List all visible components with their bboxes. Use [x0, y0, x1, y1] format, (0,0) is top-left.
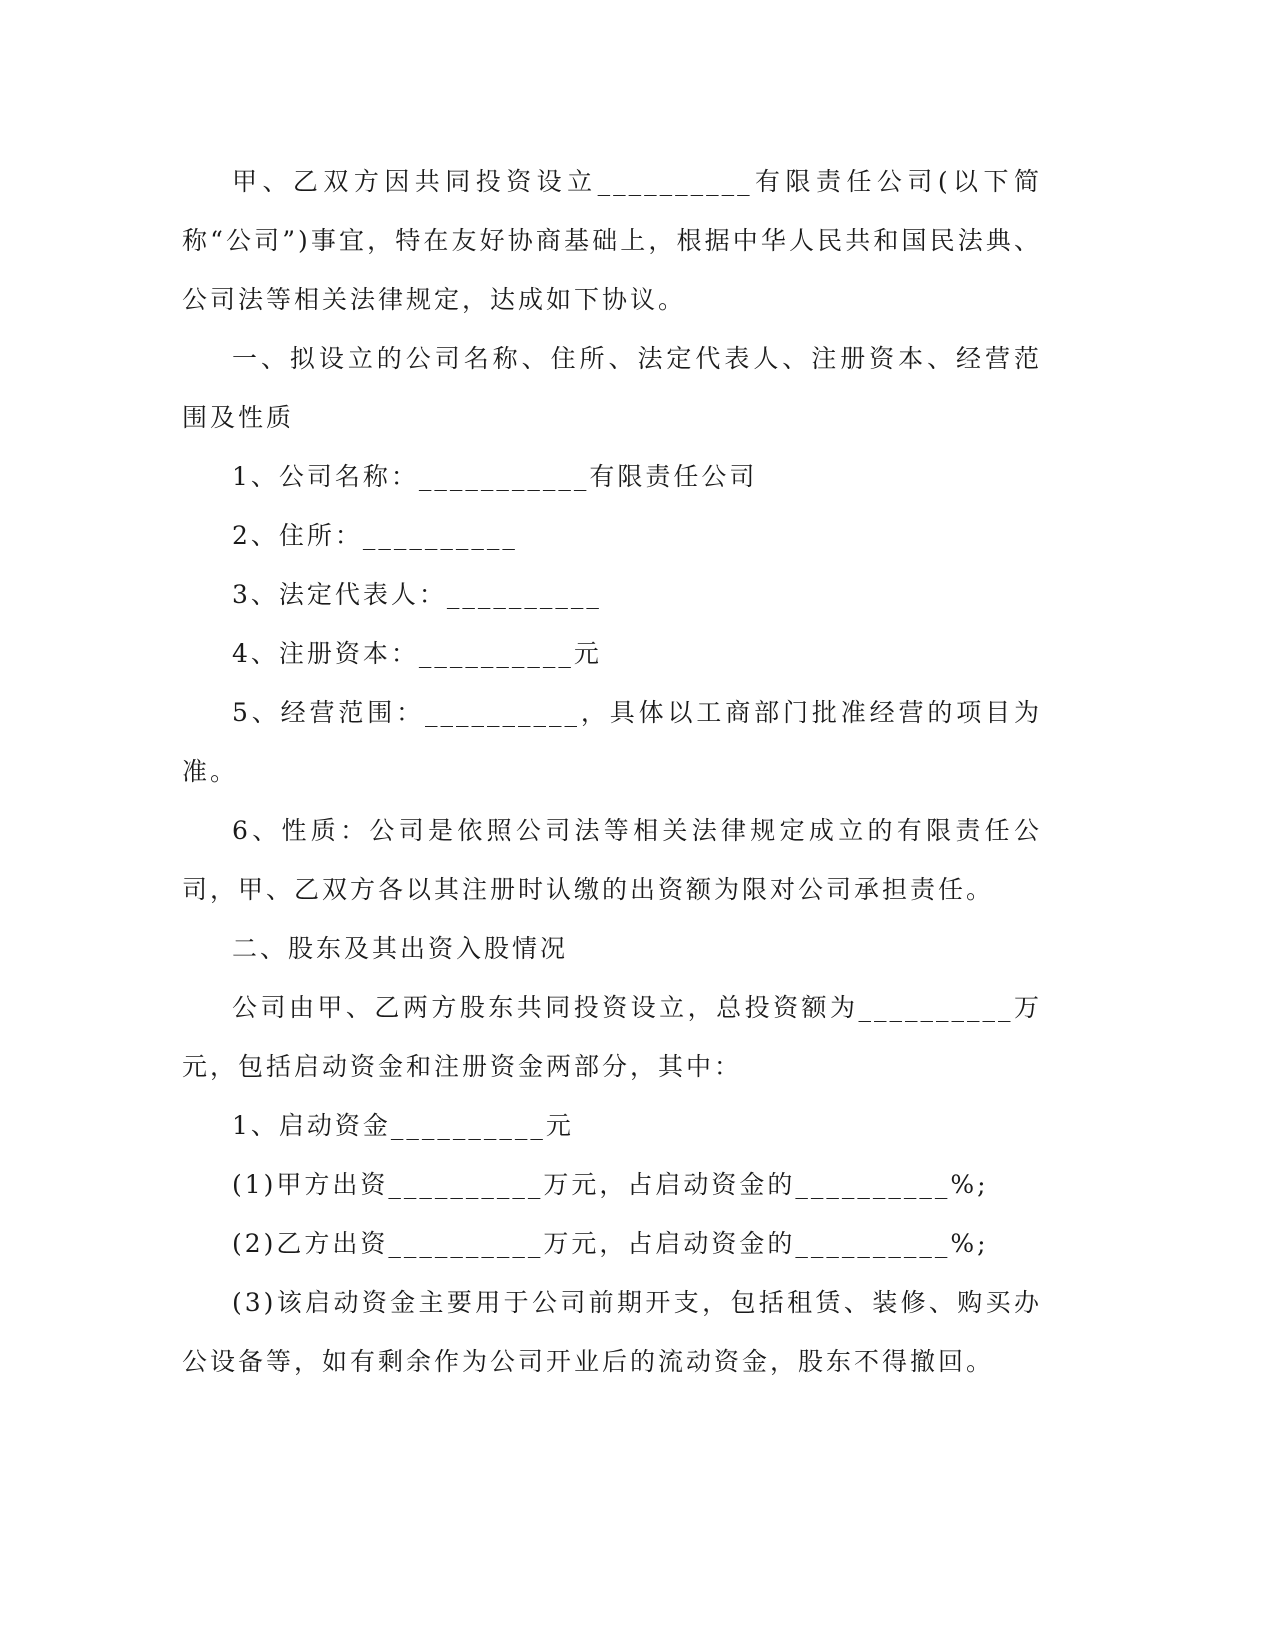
- item-party-a-contribution: (1)甲方出资__________万元，占启动资金的__________%;: [232, 1170, 989, 1199]
- document-body: [182, 152, 1042, 1391]
- item-address: 2、住所：__________: [232, 521, 518, 550]
- item-party-b-contribution: (2)乙方出资__________万元，占启动资金的__________%;: [232, 1229, 989, 1258]
- item-registered-capital: 4、注册资本：__________元: [232, 639, 602, 668]
- section-heading-1: 一、拟设立的公司名称、住所、法定代表人、注册资本、经营范围及性质: [182, 344, 1042, 432]
- item-company-name: 1、公司名称：___________有限责任公司: [232, 462, 758, 491]
- item-startup-capital: 1、启动资金__________元: [232, 1111, 574, 1140]
- paragraph-intro: 甲、乙双方因共同投资设立__________有限责任公司(以下简称“公司”)事宜，特在友好协商基础上，根据中华人民共和国民法典、公司法等相关法律规定，达成如下协议。: [182, 167, 1042, 314]
- section-heading-2: 二、股东及其出资入股情况: [232, 934, 569, 963]
- item-nature: 6、性质：公司是依照公司法等相关法律规定成立的有限责任公司，甲、乙双方各以其注册时认缴的出资额为限对公司承担责任。: [182, 816, 1042, 904]
- paragraph-investment: 公司由甲、乙两方股东共同投资设立，总投资额为__________万元，包括启动资金和注册资金两部分，其中：: [182, 993, 1042, 1081]
- item-legal-representative: 3、法定代表人：__________: [232, 580, 602, 609]
- item-startup-usage: (3)该启动资金主要用于公司前期开支，包括租赁、装修、购买办公设备等，如有剩余作为公司开业后的流动资金，股东不得撤回。: [182, 1288, 1042, 1376]
- item-business-scope: 5、经营范围：__________，具体以工商部门批准经营的项目为准。: [182, 698, 1042, 786]
